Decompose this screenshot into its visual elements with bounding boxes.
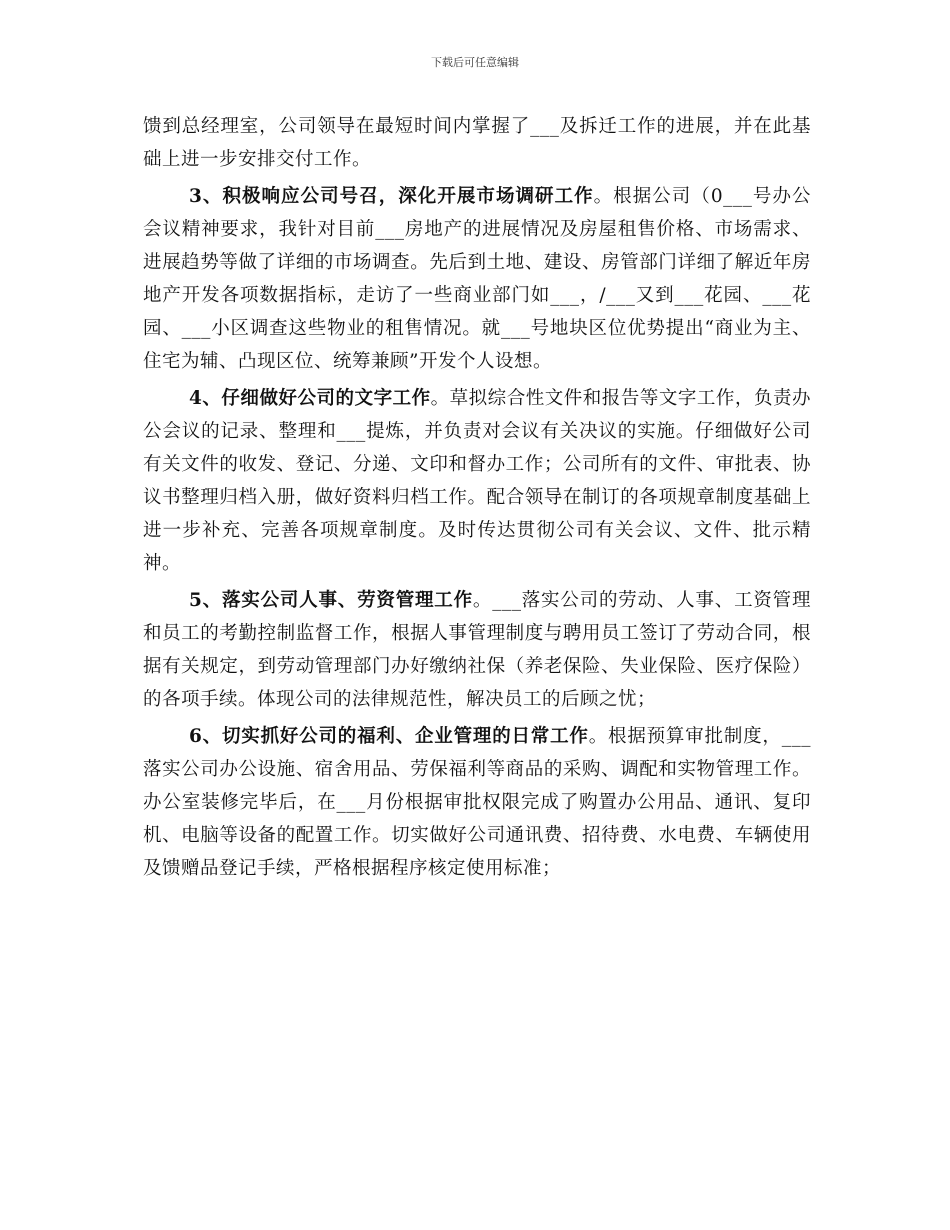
paragraph-text: 。根据公司（0___号办公会议精神要求，我针对目前___房地产的进展情况及房屋租售价格、市场需求、进展趋势等做了详细的市场调查。先后到土地、建设、房管部门详细了解近年房地产开发各项数据指标，走访了一些商业部门如___，/___又到___花园、___花园、___小区调查这些物业的租售情况。就___号地块区位优势提出“商业为主、住宅为辅、凸现区位、统筹兼顾”开发个人设想。 [143, 186, 811, 372]
paragraph-text: 。草拟综合性文件和报告等文字工作，负责办公会议的记录、整理和___提炼，并负责对会议有关决议的实施。仔细做好公司有关文件的收发、登记、分递、文印和督办工作；公司所有的文件、审批表、协议书整理归档入册，做好资料归档工作。配合领导在制订的各项规章制度基础上进一步补充、完善各项规章制度。及时传达贯彻公司有关会议、文件、批示精神。 [143, 388, 811, 574]
paragraph-personnel-management [143, 584, 811, 716]
paragraph-welfare-management [143, 720, 811, 885]
paragraph-heading: 6、切实抓好公司的福利、企业管理的日常工作 [189, 726, 589, 747]
paragraph-market-research [143, 180, 811, 378]
paragraph-heading: 3、积极响应公司号召，深化开展市场调研工作 [189, 186, 594, 207]
paragraph-heading: 5、落实公司人事、劳资管理工作 [189, 590, 473, 611]
paragraph-continuation [143, 110, 811, 176]
document-body [143, 110, 811, 889]
page-header: 下载后可任意编辑 [431, 56, 519, 69]
paragraph-text: 馈到总经理室，公司领导在最短时间内掌握了___及拆迁工作的进展，并在此基础上进一步安排交付工作。 [143, 116, 811, 170]
paragraph-text: 。根据预算审批制度，___落实公司办公设施、宿舍用品、劳保福利等商品的采购、调配和实物管理工作。办公室装修完毕后，在___月份根据审批权限完成了购置办公用品、通讯、复印机、电脑等设备的配置工作。切实做好公司通讯费、招待费、水电费、车辆使用及馈赠品登记手续，严格根据程序核定使用标准； [143, 726, 811, 879]
paragraph-heading: 4、仔细做好公司的文字工作 [189, 388, 431, 409]
paragraph-text: 。___落实公司的劳动、人事、工资管理和员工的考勤控制监督工作，根据人事管理制度与聘用员工签订了劳动合同，根据有关规定，到劳动管理部门办好缴纳社保（养老保险、失业保险、医疗保险）的各项手续。体现公司的法律规范性，解决员工的后顾之忧； [143, 590, 811, 710]
paragraph-writing-work [143, 382, 811, 580]
